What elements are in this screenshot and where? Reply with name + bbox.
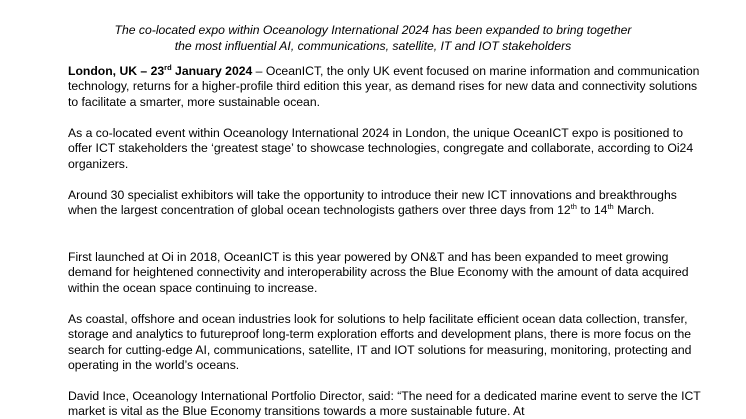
subtitle bbox=[60, 22, 686, 54]
subtitle-line-1: The co-located expo within Oceanology International 2024 has been expanded to bring together bbox=[114, 23, 632, 37]
subtitle-line-2: the most influential AI, communications, satellite, IT and IOT stakeholders bbox=[174, 39, 572, 53]
paragraph-3 bbox=[68, 188, 708, 219]
paragraph-3-text-b: to 14 bbox=[576, 203, 608, 218]
paragraph-2-text: As a co-located event within Oceanology International 2024 in London, the unique OceanICT expo is positioned to offer ICT stakeholders the ‘greatest stage’ to showcase technologies, congregate and collaborate, according to Oi24 organizers. bbox=[68, 126, 694, 171]
paragraph-1 bbox=[68, 64, 708, 110]
paragraph-5 bbox=[68, 312, 708, 374]
paragraph-6 bbox=[68, 389, 708, 419]
ordinal-sup-2: th bbox=[607, 202, 614, 212]
dateline-month-year: January 2024 bbox=[171, 64, 253, 78]
paragraph-3-text-c: March. bbox=[613, 203, 655, 218]
paragraph-3-text-a: Around 30 specialist exhibitors will take the opportunity to introduce their new ICT innovations and breakthroughs when the largest concentration of global ocean technologists gathers over three days from 12 bbox=[68, 188, 677, 218]
dateline-ordinal: rd bbox=[164, 62, 172, 72]
paragraph-2 bbox=[68, 126, 708, 172]
dateline bbox=[68, 64, 252, 78]
paragraph-4 bbox=[68, 250, 708, 296]
paragraph-4-text: First launched at Oi in 2018, OceanICT is this year powered by ON&T and has been expanded to meet growing demand for heightened connectivity and interoperability across the Blue Economy with the amount of data acquired within the ocean space continuing to increase. bbox=[68, 250, 689, 295]
paragraph-1-text: – OceanICT, the only UK event focused on marine information and communication technology, returns for a higher-profile third edition this year, as demand rises for new data and connectivity solutions to facilitate a smarter, more sustainable ocean. bbox=[68, 64, 700, 109]
dateline-day: London, UK – 23 bbox=[68, 64, 165, 78]
paragraph-5-text: As coastal, offshore and ocean industries look for solutions to help facilitate efficient ocean data collection, transfer, storage and analytics to futureproof long-term exploration efforts and development plans, there is more focus on the search for cutting-edge AI, communications, satellite, IT and IOT solutions for measuring, monitoring, protecting and operating in the world’s oceans. bbox=[68, 312, 692, 373]
ordinal-sup-1: th bbox=[570, 202, 577, 212]
paragraph-6-text: David Ince, Oceanology International Portfolio Director, said: “The need for a dedicated marine event to serve the ICT market is vital as the Blue Economy transitions towards a more sustainable future. At bbox=[68, 389, 701, 419]
